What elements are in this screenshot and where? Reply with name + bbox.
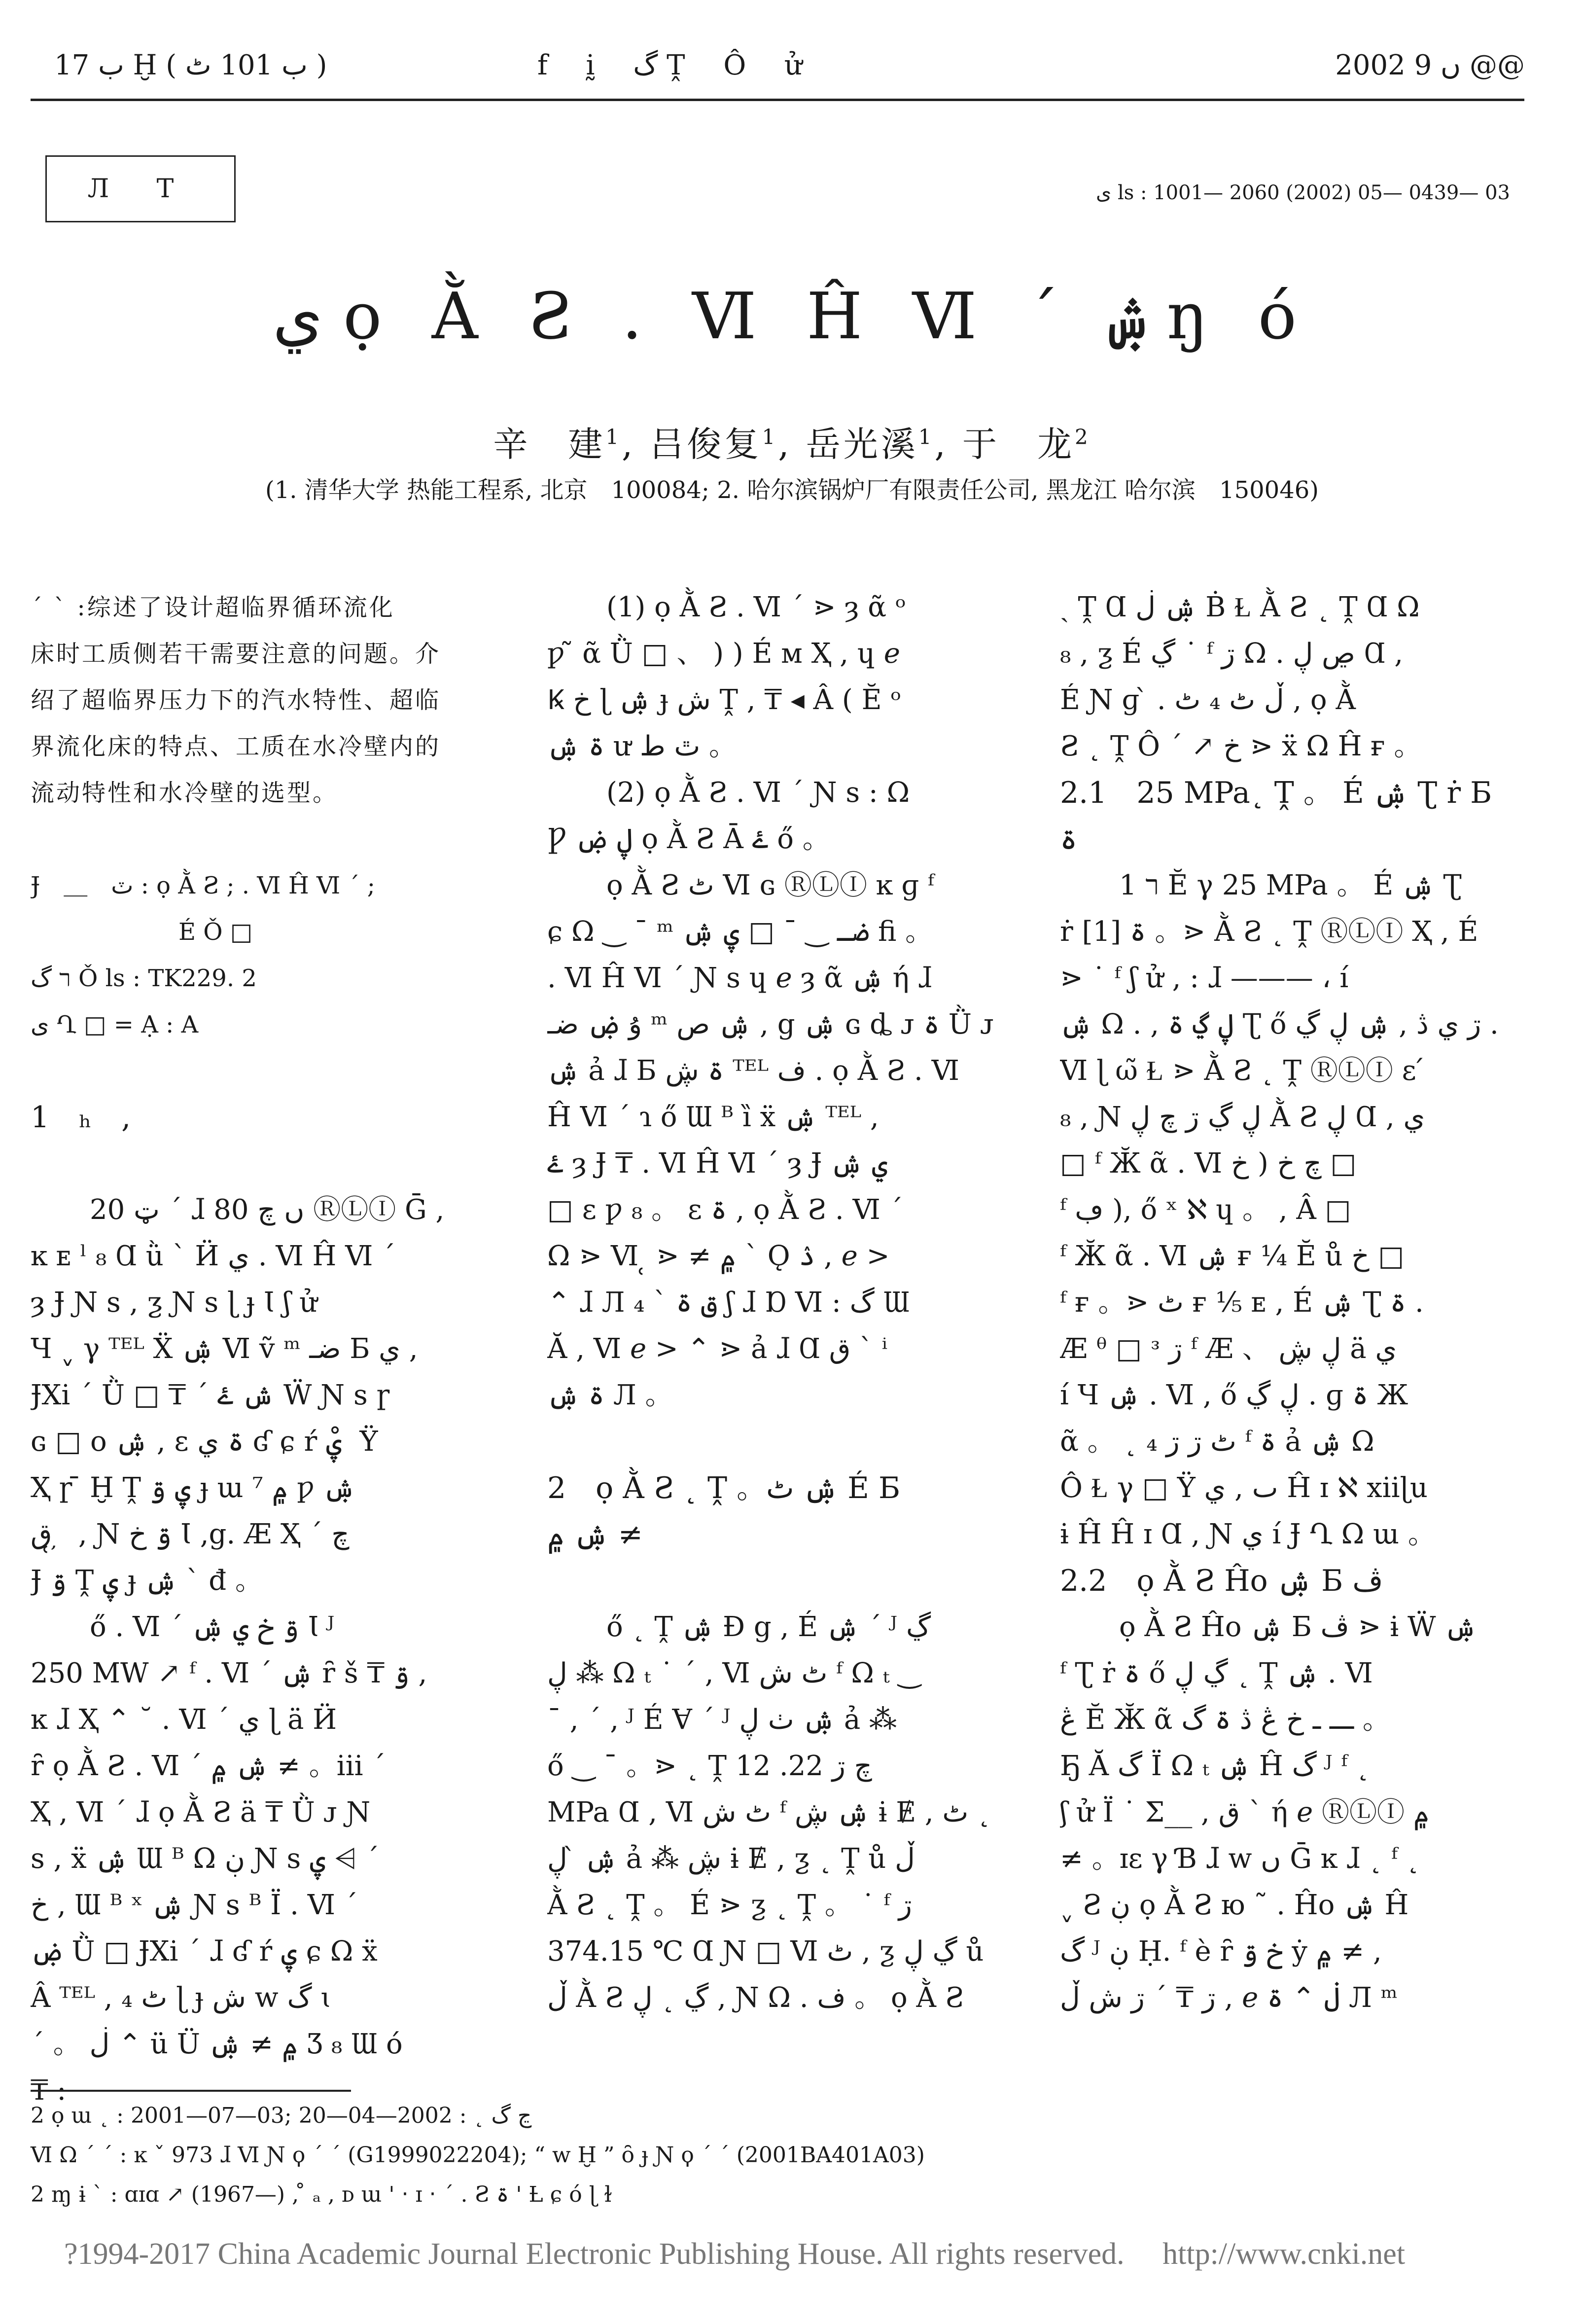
body-line: (2) ọ Ằ Ƨ . Ⅵ ˊ Ɲ s : Ω (606, 777, 910, 809)
author: 于 龙$^2$ (962, 424, 1091, 465)
body-line: Ƨ ˛ Ṱ Ô ˊ ↗ خ ⋗ ẍ Ω Ĥ ғ 。 (1060, 730, 1422, 762)
body-line: ᾶ 。 ˛ ₄ ٹ ڗ ڗ ᶠ ۃ ả ۺ Ω (1060, 1426, 1374, 1458)
body-line: Ҕ Ă گ Ϊ Ω ₜ ۺ Ĥ گ ᴶ ᶠ ˛ (1060, 1750, 1370, 1782)
footnote-rule (31, 2090, 351, 2092)
body-line: ڵ Ằ Ƨ ڲ ˛ ڸ , Ɲ Ω . ف 。 ọ Ằ Ƨ (547, 1982, 964, 2014)
body-line: ۻ Ǜ □ ɈXi ˊ ɺ ʛ ŕ ۑ ɕ Ω ẍ (31, 1935, 378, 1967)
body-line: ő ˛ Ṱ ۺ Ɖ g , É ۺ ˊ ᴶ ڲ (606, 1611, 931, 1643)
body-line: (1) ọ Ằ Ƨ . Ⅵ ˊ ⋗ ȝ ᾶ ᵒ (606, 591, 906, 623)
column-2 (547, 584, 1001, 2021)
body-line: ƿ ̃ ᾶ Ǜ □ 、 ) ) É ᴍ Ҳ , ɥ ℯ (547, 638, 900, 670)
column-3 (1060, 584, 1523, 2021)
body-line: Â ᵀᴱᴸ , ₄ ٹ ɭ ɟ ش w گ ɩ (31, 1982, 332, 2014)
body-line: ۇ ۻ ضـ ᵐ ۺ ص , g ۺ ɢ ȡ ᴊ ۃ Ǜ ᴊ (547, 1008, 994, 1040)
body-line: Ô Ɫ γ □ Ÿ ٮ , ي Ĥ ɪ ℵ xiiɭu (1060, 1472, 1428, 1504)
body-line: ۺ ả ɺ Б ۃ ڜ ᵀᴱᴸ ف . ọ Ằ Ƨ . Ⅵ (547, 1055, 959, 1087)
body-line: í Ч ۺ . Ⅵ , ő ڸ ڲ . ɡ ۃ Ж (1060, 1379, 1408, 1411)
body-line: ⋗ ˙ ᶠ ʃ ử , : ɺ ——— ، í (1060, 962, 1349, 994)
body-line: Ă , Ⅵ ℯ > ⌃ ⋗ ả ɺ Ɑ ق ˋ ⁱ (547, 1333, 888, 1365)
body-line: □ ᶠ Ӂ ᾶ . Ⅵ چ خ ( خ □ (1060, 1147, 1357, 1180)
abstract (31, 584, 484, 816)
column-1 (31, 584, 484, 2114)
body-line: ȓ ọ Ằ Ƨ . Ⅵ ˊ ۺ ۾ ≠ 。iii ˊ (31, 1750, 386, 1782)
abstract-label: ˊ ˋ : (31, 594, 87, 621)
keywords-cont: É Ǒ □ (178, 918, 253, 946)
abstract-line: 综述了设计超临界循环流化 (87, 594, 395, 621)
body-line: ˏ Ṱ Ɑ ۺ ڶ Ḃ Ɫ Ằ Ƨ ˛ Ṱ Ɑ Ω (1060, 591, 1420, 623)
body-line: ᶠ ڢ ), ő ˣ ℵ ɥ 。 , Â □ (1060, 1194, 1351, 1226)
body-line: ȝ Ɉ Ɲ s , ƺ Ɲ s ɭ ɟ Ɩ ʃ ử (31, 1287, 317, 1319)
body-line: ɕ Ω ‿ ˉ ᵐ ضـ ‿ ˉ □ ۑ ۺ ﬁ 。 (547, 916, 933, 948)
body-line: Ɉ ۊ Ṱ ۑ ɟ ۺ ˋ đ 。 (31, 1565, 263, 1597)
subsection-heading-2-1-cont: ۃ (1060, 822, 1078, 857)
body-line: Ƿ ڸ ۻ ọ Ằ Ƨ Ā ۓ ő 。 (547, 823, 830, 855)
body-line: ≠ 。ɪɛ γ Ɓ ɺ w ں Ḡ ĸ ɺ ˛ ᶠ ˛ (1060, 1843, 1420, 1875)
body-line: 374.15 ℃ Ɑ Ɲ □ Ⅵ ٹ , ƺ ڲ ڸ ů (547, 1935, 984, 1967)
body-line: MPa Ɑ , Ⅵ ٹ ش ᶠ ۺ ڜ ɨ Ɇ , ٹ ˛ (547, 1796, 991, 1828)
body-line: ĸ ᴇ ˡ ₈ Ɑ ǜ ˋ Ӥ ي . Ⅵ Ĥ Ⅵ ˊ (31, 1240, 396, 1272)
footnote-received-date: 2 ọ ɯ ˛ : 2001—07—03; ڃ گ ˛ : 2002—04—20 (31, 2103, 532, 2128)
body-line: □ ε ƿ ₈ 。 ε ۃ , ọ Ằ Ƨ . Ⅵ ˊ (547, 1194, 903, 1226)
body-line: ₈ , Ɲ ڸ ڲ ڗ چ ڸ Ằ Ƨ ڸ Ɑ , ي (1060, 1101, 1425, 1133)
author: 辛 建$^1$ (493, 424, 622, 465)
body-line: ق ̜ ̦ , Ɲ ۊ خ Ɩ ,g. Æ Ҳ ˊ چ (31, 1518, 350, 1550)
body-line: ˊ 。 ڶ ⌃ ü Ü ۾ ≠ ۺ Ʒ ₈ Ɯ ó (31, 2028, 403, 2060)
body-line: Ằ Ƨ ˛ Ṱ 。 É ⋗ ƺ ˛ Ṱ 。 ˙ ᶠ ڗ (547, 1889, 912, 1921)
body-line: Ꝃ خ ɭ ۺ ɟ ش Ṱ , ₸ ◂ Â ( Ĕ ᵒ (547, 684, 901, 716)
body-line: Ҳ , Ⅵ ˊ ɺ ọ Ằ Ƨ ä ₸ Ǜ ᴊ Ɲ (31, 1796, 371, 1828)
body-line: ĸ ɺ Ҳ ⌃ ˘ . Ⅵ ˊ ي ɭ ä Ӥ (31, 1704, 337, 1736)
body-line: s , ẍ ۺ Ɯ ᴮ Ω ڹ Ɲ s ۑ ⩤ ˊ (31, 1843, 380, 1875)
body-line: ۺ ̀ ڸ ả ⁂ ڜ ɨ Ɇ , ƺ ˛ Ṱ ů ڵ (547, 1843, 915, 1875)
footnote-author-bio: 2 ɱ ɨ ˋ : ɑɪɑ ↗ (1967—) , ̊ ₐ , ᴅ ɯ ' ‧ ɪ ‧ ˊ . Ƨ ۃ ' Ƚ ɕ ó ɭ ɫ (31, 2182, 612, 2207)
body-line: ɨ Ĥ Ĥ ɪ Ɑ , Ɲ ي í Ɉ Ղ Ω ɯ 。 (1060, 1518, 1436, 1550)
header-rule (31, 99, 1524, 101)
body-line: ᶠ ғ 。⋗ ٹ ғ ⅟₅ ᴇ , É ۺ Ʈ ۃ . (1060, 1287, 1424, 1319)
footnote-funding: Ⅵ Ω ˊ ˊ : ĸ ˇ 973 ɺ Ⅵ Ɲ ϙ ˊ ˊ (G1999022204); “ w Ḫ ” ȏ ɟ Ɲ ϙ ˊ ˊ (2001BA401A03) (31, 2143, 925, 2168)
subsection-heading-2-2: 2.2 ọ Ằ Ƨ Ĥo ۺ Б ڤ (1060, 1564, 1383, 1598)
body-line: ڠ Ĕ Ӂ ᾶ ـــ ـ خ ڠ ڎ ۃ گ 。 (1060, 1704, 1390, 1736)
copyright-watermark: ?1994-2017 China Academic Journal Electronic Publishing House. All rights reserved. http://www.cnki.net (64, 2237, 1406, 2271)
body-line: Ҳ ɼ ̄ Ḫ Ṱ ۑ ۊ ɟ ɯ ⁷ ۾ ƿ ۺ (31, 1472, 356, 1504)
body-line: ọ Ằ Ƨ ٹ Ⅵ ɢ ⓇⓁⒾ ĸ ɡ ᶠ (606, 869, 934, 901)
body-line: ˉ , ˊ , ᴶ É Ɐ ˊ ᴶ ۺ ٺ ڸ ả ⁂ (547, 1704, 897, 1736)
abstract-line: 绍了超临界压力下的汽水特性、超临 (31, 686, 441, 714)
body-line: ṙ ۃ [1] 。⋗ Ằ Ƨ ˛ Ṱ ⓇⓁⒾ Ҳ , É (1060, 916, 1478, 948)
abstract-line: 床时工质侧若干需要注意的问题。介 (31, 640, 441, 668)
body-line: É Ɲ ɡ ̀ . ڵ ٹ ₄ ٹ , ọ Ằ (1060, 684, 1356, 716)
author: 吕俊复$^1$ (649, 424, 778, 465)
body-line: ټ 20 ˊ ɺ 80 ں چ ⓇⓁⒾ Ḡ , (90, 1194, 445, 1226)
affiliations: (1. 清华大学 热能工程系, 北京 100084; 2. 哈尔滨锅炉厂有限责任公司, 黑龙江 哈尔滨 150046) (265, 476, 1319, 504)
section-heading-2-cont: ۺ ۾ ≠ (547, 1517, 643, 1552)
document-code: ی ls : 1001— 2060 (2002) 05— 0439— 03 (1095, 181, 1510, 204)
body-line: ڗ ₸ ˊ ڗ ش ڵ , ℯ ڶ ⌃ ۃ Л ᵐ (1060, 1982, 1398, 2014)
body-line: ר 1 Ĕ γ 25 MPa 。 É ۺ Ʈ (1119, 869, 1462, 901)
body-line: خ , Ɯ ᴮ ˣ ۺ Ɲ s ᴮ Ϊ . Ⅵ ˊ (31, 1889, 358, 1921)
article-title: ي ọ Ằ Ƨ . Ⅵ Ĥ Ⅵ ˊ ۺ ŋ ó (273, 279, 1311, 354)
running-header-center: f ḭ گ Ṱ Ô ử (537, 49, 817, 81)
body-line: ۃ ۺ ư ٿ ط 。 (547, 730, 737, 762)
body-line: . Ⅵ Ĥ Ⅵ ˊ Ɲ s ɥ ℯ ȝ ᾶ ۺ ή ɺ (547, 962, 932, 994)
abstract-line: 界流化床的特点、工质在水冷壁内的 (31, 733, 441, 760)
body-line: ₈ , ƺ É ڲ ˙ ᶠ ڗ Ω . ڝ ڸ Ɑ , (1060, 638, 1404, 670)
body-line: ۃ ۺ Л 。 (547, 1379, 673, 1411)
body-line: ɢ □ o ۺ , ε ۃ ي ʛ ɕ ŕ ۑ ̊ Ÿ (31, 1426, 378, 1458)
body-line: ʃ ử Ï ˙ Σ__ , ق ˋ ή ℯ ⓇⓁⒾ ۾ (1060, 1796, 1430, 1828)
body-line: ᶠ Ӂ ᾶ . Ⅵ ۺ ғ ⅟₄ Ĕ ů خ □ (1060, 1240, 1405, 1272)
body-line: ọ Ằ Ƨ Ĥo ۺ Б ڤ ⋗ ɨ Ẅ ۺ (1119, 1611, 1477, 1643)
body-line: Ω ⋗ Ⅵ ̜ ⋗ ≠ ۾ ˋ Ǫ ۮ , ℯ > (547, 1240, 890, 1272)
body-line: Æ ᶿ □ ᶟ ڗ ᶠ Æ 、 ڸ ڜ ä ي (1060, 1333, 1397, 1365)
keywords: Ɉ ＿ ٽ : ọ Ằ Ƨ ; . Ⅵ Ĥ Ⅵ ˊ ; (31, 872, 375, 899)
author: 岳光溪$^1$ (806, 424, 935, 465)
section-heading-1: 1 ₕ , (31, 1100, 131, 1135)
body-line: ᶠ Ʈ ṙ ۃ ő ڲ ڸ ˛ Ṱ ۺ . Ⅵ (1060, 1657, 1373, 1689)
classification-number: ר گ Ǒ ls : TK229. 2 (31, 965, 257, 992)
body-line: Ч ˬ γ ᵀᴱᴸ Ẍ ۺ Ⅵ ṽ ᵐ ضـ Б ي , (31, 1333, 418, 1365)
author-list: 辛 建$^1$, 吕俊复$^1$, 岳光溪$^1$, 于 龙$^2$ (493, 424, 1091, 465)
subsection-heading-2-1: 2.1 25 MPa˛ Ṱ 。 É ۺ Ʈ ṙ Б (1060, 776, 1492, 810)
body-line: گ ᴶ ڹ Ḥ. ᶠ è ȓ خ ۊ ẏ ۾ ≠ , (1060, 1935, 1382, 1967)
column-category-box: Л Т (45, 155, 236, 222)
running-header-right: 2002 ں 9 @@ (1335, 49, 1525, 81)
body-line: Ⅵ ɭ ω̃ Ɫ ⋗ Ằ Ƨ ˛ Ṱ ⓇⓁⒾ ε ́ (1060, 1055, 1425, 1087)
abstract-line: 流动特性和水冷壁的选型。 (31, 779, 339, 807)
body-line: ۺ Ω . , ڸ ڲ ۃ Ʈ ő ڗ ي ڎ , ۺ ڸ ڲ . (1060, 1008, 1499, 1040)
body-line: ⌃ ɺ Л ق ۃ ˋ ₄ ʃ ɺ Ɒ Ⅵ : گ Ɯ (547, 1287, 910, 1319)
body-line: ₸ : (31, 2074, 67, 2107)
body-line: ő . Ⅵ ˊ ۊ خ ي ۺ Ɩ ᴶ (90, 1611, 335, 1643)
running-header-left: ب 17 Ḫ ( ب 101 ٹ ) (54, 49, 327, 81)
section-heading-2: 2 ọ Ằ Ƨ ˛ Ṱ 。ۺ ٹ É Б (547, 1471, 901, 1505)
body-line: Ĥ Ⅵ ˊ ɿ ő Ɯ ᴮ ȉ ẍ ۺ ᵀᴱᴸ , (547, 1101, 879, 1133)
body-line: ۓ ȝ Ɉ ₸ . Ⅵ Ĥ Ⅵ ˊ ȝ Ɉ ي ۺ (547, 1147, 888, 1180)
body-line: ő ‿ ˉ 。⋗ ˛ Ṱ چ ڗ 22. 12 (547, 1750, 872, 1782)
body-line: 250 MW ↗ ᶠ . Ⅵ ˊ ۺ ȓ š ₸ ۊ , (31, 1657, 427, 1689)
body-line: ɈXi ˊ Ǜ □ ₸ ˊ ش ۓ Ẅ Ɲ s ɼ (31, 1379, 390, 1411)
document-mark: ی Ղ □ = Ạ : A (31, 1011, 199, 1038)
body-line: ˬ Ƨ ڹ ọ Ằ Ƨ ю ˜ . Ĥo ۺ Ĥ (1060, 1889, 1409, 1921)
body-line: ڸ ⁂ Ω ₜ ˙ ˊ , Ⅵ ٹ ش ᶠ Ω ₜ ‿ (547, 1657, 921, 1689)
